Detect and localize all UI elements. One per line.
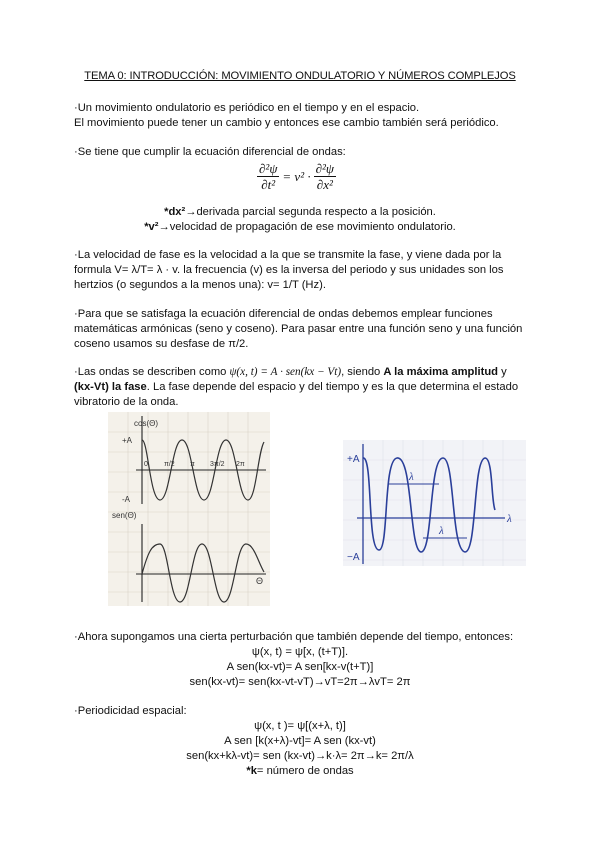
k-label: *k [246, 765, 257, 777]
p5-text-b: , siendo [341, 366, 384, 378]
paragraph-1-line-1: ·Un movimiento ondulatorio es periódico en el tiempo y en el espacio. [74, 102, 420, 114]
paragraph-6-line-1: ·Ahora supongamos una cierta perturbación que también depende del tiempo, entonces: [74, 631, 514, 643]
paragraph-4-line-3: coseno usamos su desfase de π/2. [74, 338, 249, 350]
p5-bold-amplitude: A la máxima amplitud [383, 366, 498, 378]
tick-pi-half: π/2 [164, 461, 175, 468]
note-dx2 [0, 205, 600, 219]
p5-bold-phase: (kx-Vt) la fase [74, 381, 147, 393]
note-v2-text: →velocidad de propagación de ese movimiento ondulatorio. [158, 221, 456, 233]
tick-three-pi-half: 3π/2 [210, 461, 225, 468]
eq-denominator-x: ∂x² [316, 177, 333, 192]
paragraph-6-line-4: sen(kx-vt)= sen(kx-vt-vT)→vT=2π→λvT= 2π [189, 676, 411, 688]
theta-label: Θ [256, 576, 264, 586]
p5-text-a: ·Las ondas se describen como [74, 366, 230, 378]
paragraph-4-line-1: ·Para que se satisfaga la ecuación diferencial de ondas debemos emplear funciones [74, 308, 493, 320]
eq-denominator-t: ∂t² [261, 177, 276, 192]
eq-middle: = v² · [282, 168, 311, 184]
wave-minus-a: −A [347, 552, 360, 563]
eq-numerator-psi: ∂²ψ [259, 161, 278, 176]
tick-zero: 0 [144, 461, 148, 468]
paragraph-7-line-2: ψ(x, t )= ψ[(x+λ, t)] [254, 720, 346, 732]
sin-label: sen(Θ) [112, 511, 137, 520]
paragraph-7-line-5 [0, 764, 600, 778]
tick-two-pi: 2π [236, 461, 245, 468]
paragraph-7-line-4: sen(kx+kλ-vt)= sen (kx-vt)→k·λ= 2π→k= 2π/λ [186, 750, 414, 762]
note-dx2-text: →derivada parcial segunda respecto a la posición. [185, 206, 436, 218]
cos-label: cos(Θ) [134, 419, 158, 428]
cos-minus-a: -A [122, 495, 130, 504]
paragraph-3-line-3: hertzios (o segundos a la menos una): v= 1/T (Hz). [74, 279, 326, 291]
paragraph-6-line-3: A sen(kx-vt)= A sen[kx-v(t+T)] [226, 661, 374, 673]
sin-curve [142, 544, 264, 602]
lambda-top-label: λ [409, 471, 414, 483]
lambda-bottom-label: λ [439, 525, 444, 537]
note-dx2-label: *dx² [164, 206, 186, 218]
eq-numerator-psi-2: ∂²ψ [315, 161, 335, 176]
note-v2 [0, 220, 600, 234]
wave-function-formula: ψ(x, t) = A · sen(kx − Vt) [229, 366, 342, 378]
paragraph-7-line-1: ·Periodicidad espacial: [74, 705, 187, 717]
paragraph-1-line-2: El movimiento puede tener un cambio y entonces ese cambio también será periódico. [74, 117, 499, 129]
cos-sin-graph-photo [108, 412, 270, 606]
wave-plus-a: +A [347, 454, 360, 465]
wavelength-graph-photo [343, 440, 526, 566]
paragraph-5-line-3: vibratorio de la onda. [74, 396, 179, 408]
k-definition: = número de ondas [256, 765, 354, 777]
paragraph-3-line-1: ·La velocidad de fase es la velocidad a la que se transmite la fase, y viene dada por la [74, 249, 502, 261]
paragraph-6-line-2: ψ(x, t) = ψ[x, (t+T)]. [251, 646, 349, 658]
note-v2-label: *v² [144, 221, 159, 233]
paragraph-4-line-2: matemáticas armónicas (seno y coseno). Para pasar entre una función seno y una función [74, 323, 523, 335]
x-axis-lambda-label: λ [507, 513, 512, 525]
paragraph-5-line-1 [74, 365, 507, 379]
paragraph-3-line-2: formula V= λ/T= λ · v. la frecuencia (v) es la inversa del periodo y sus unidades son los [74, 264, 504, 276]
cos-sin-graph [108, 412, 270, 606]
tick-pi: π [190, 461, 195, 468]
paragraph-2-line-1: ·Se tiene que cumplir la ecuación diferencial de ondas: [74, 146, 346, 158]
page-title: TEMA 0: INTRODUCCIÓN: MOVIMIENTO ONDULATORIO Y NÚMEROS COMPLEJOS [84, 70, 516, 82]
wave-equation [254, 161, 339, 192]
cos-plus-a: +A [122, 436, 133, 445]
p5-text-c: y [498, 366, 507, 378]
paragraph-7-line-3: A sen [k(x+λ)-vt]= A sen (kx-vt) [224, 735, 376, 747]
wavelength-graph [343, 440, 526, 566]
paragraph-5-line-2 [74, 380, 518, 394]
p5-text-d: . La fase depende del espacio y del tiempo y es la que determina el estado [146, 381, 519, 393]
